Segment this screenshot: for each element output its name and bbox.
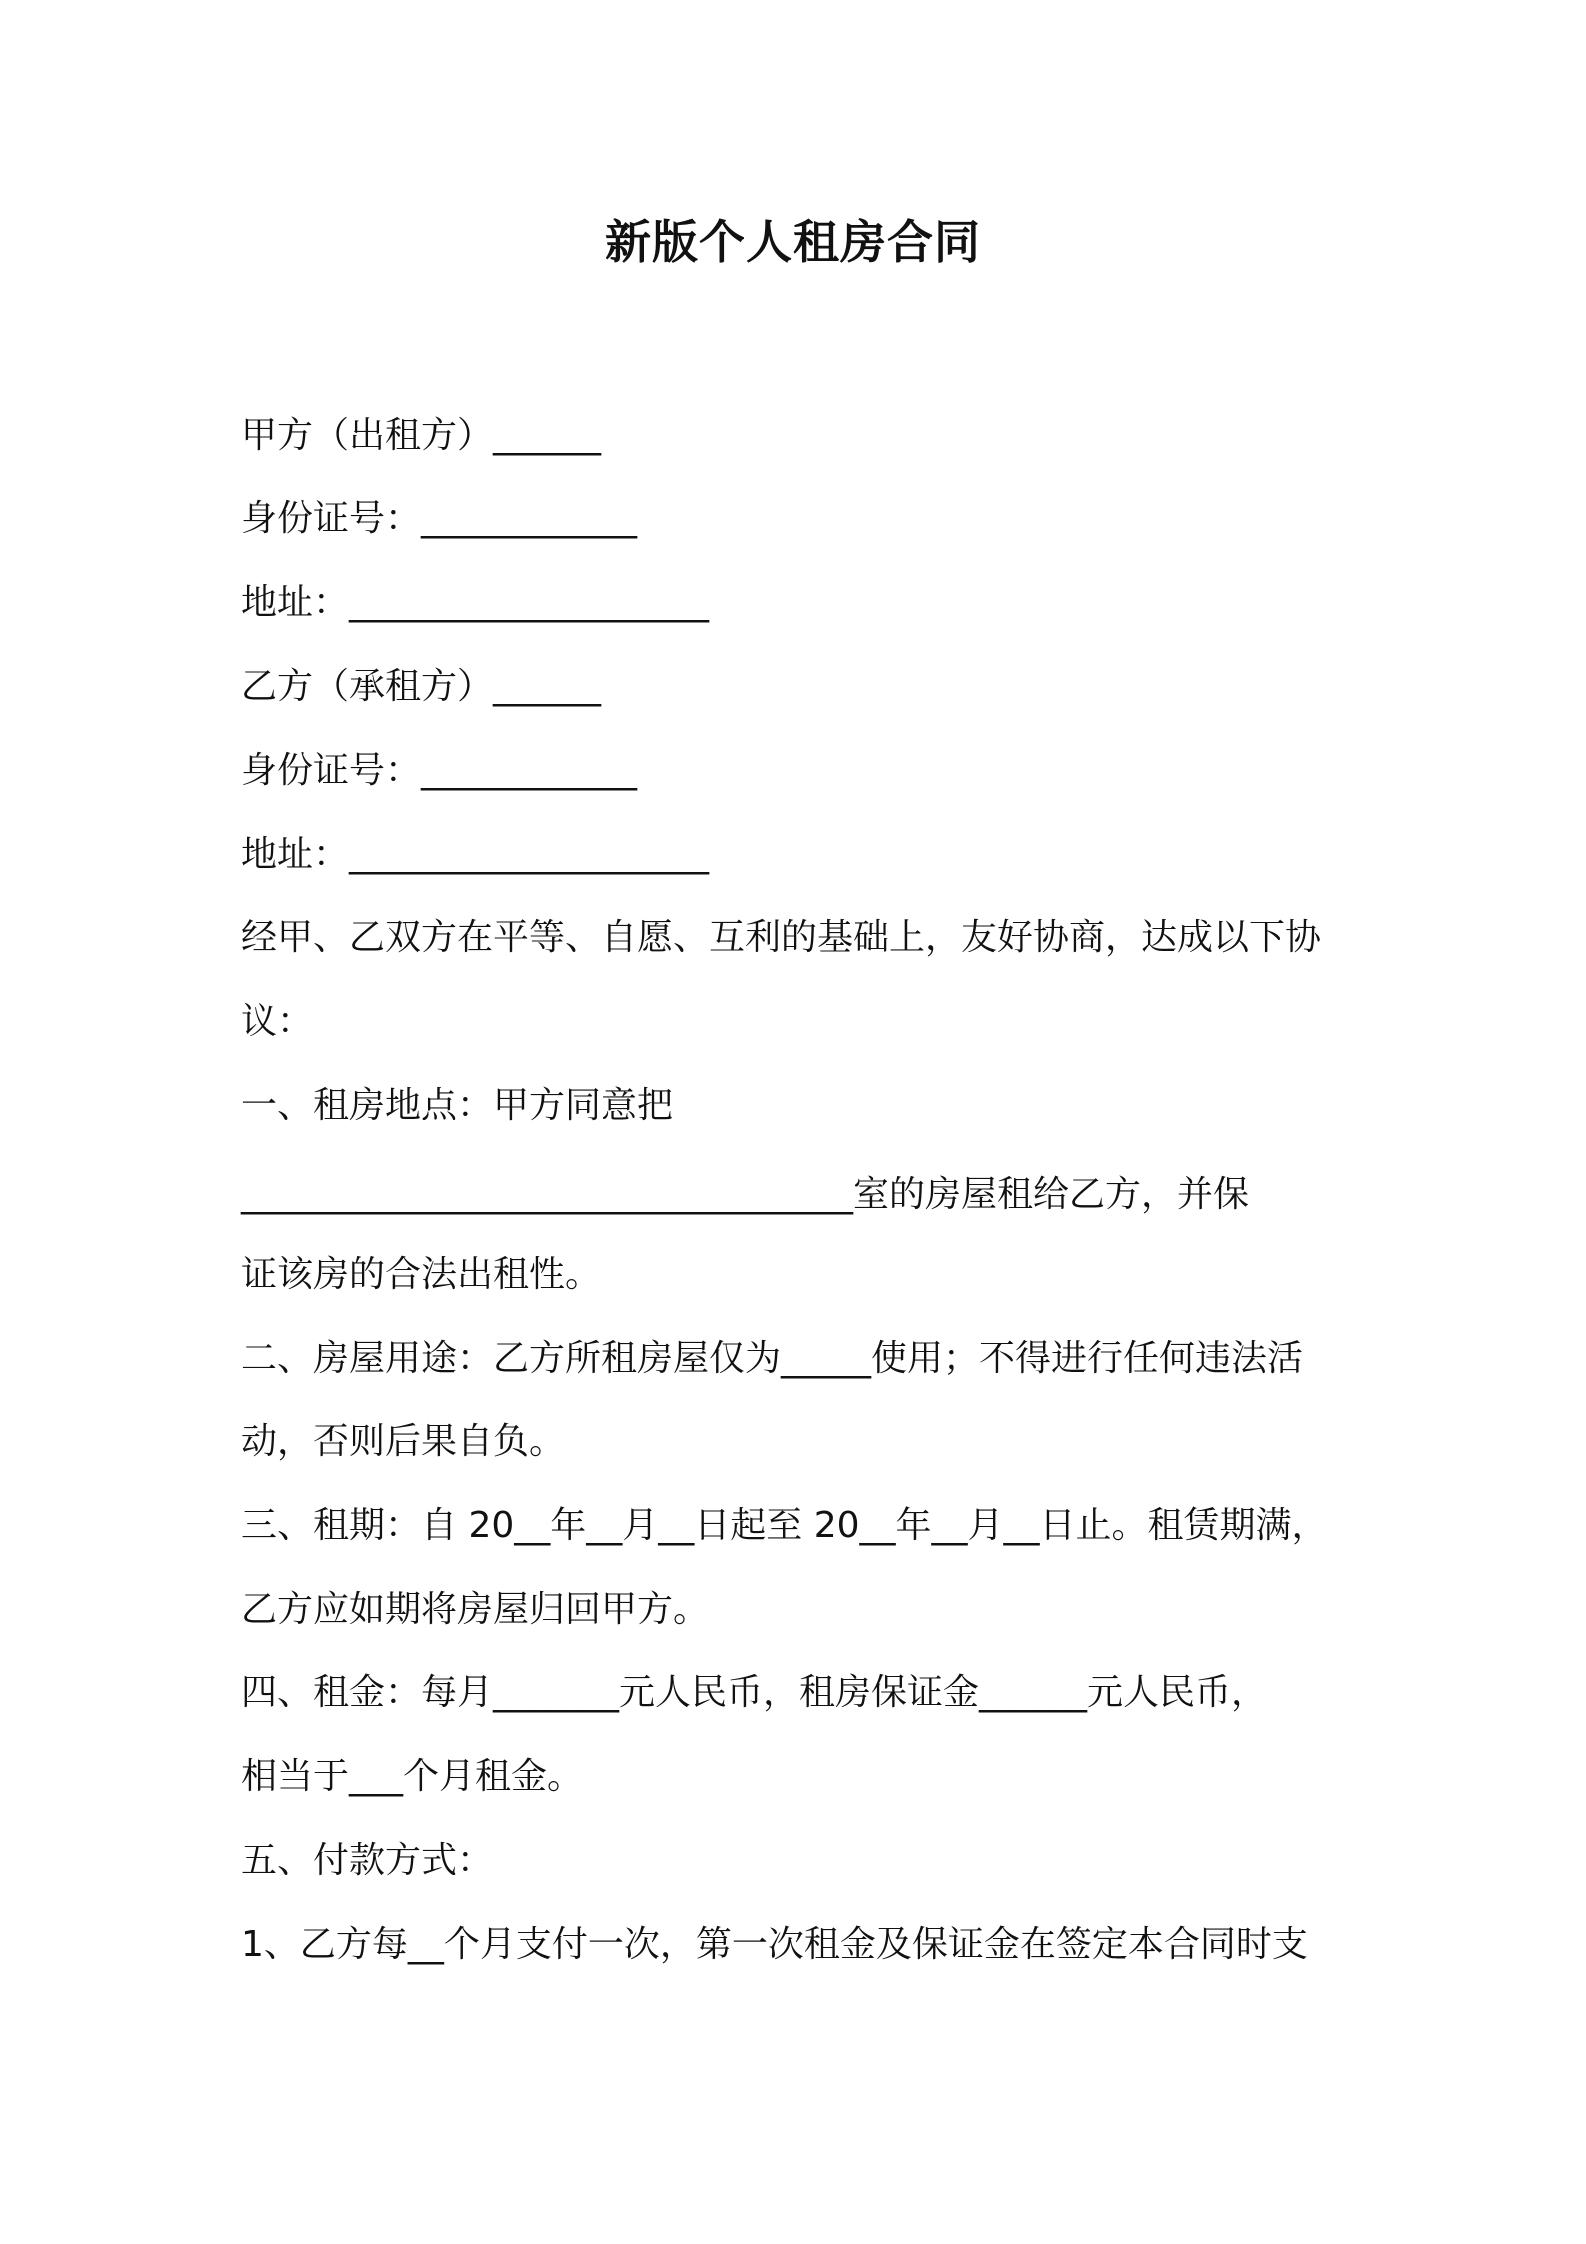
agreement-intro-line-cont: 议： — [241, 1001, 314, 1042]
clause-4-line-cont: 相当于___个月租金。 — [241, 1756, 584, 1797]
clause-4-line: 四、租金：每月_______元人民币，租房保证金______元人民币， — [241, 1672, 1268, 1713]
clause-5-item-1-line: 1、乙方每__个月支付一次，第一次租金及保证金在签定本合同时支 — [241, 1924, 1308, 1965]
document-title: 新版个人租房合同 — [605, 215, 981, 269]
clause-2-line-cont: 动，否则后果自负。 — [241, 1421, 566, 1462]
agreement-intro-line: 经甲、乙双方在平等、自愿、互利的基础上，友好协商，达成以下协 — [241, 917, 1322, 958]
clause-3-line-cont: 乙方应如期将房屋归回甲方。 — [241, 1589, 710, 1630]
clause-5-line: 五、付款方式： — [241, 1840, 494, 1881]
clause-2-line: 二、房屋用途：乙方所租房屋仅为_____使用；不得进行任何违法活 — [241, 1338, 1304, 1379]
clause-1-line-end: 证该房的合法出租性。 — [241, 1254, 602, 1295]
clause-1-line: 一、租房地点：甲方同意把 — [241, 1085, 674, 1126]
party-a-address-line: 地址：____________________ — [241, 582, 710, 623]
party-b-line: 乙方（承租方）______ — [241, 666, 602, 707]
clause-1-line-cont: __________________________________室的房屋租给乙方，并保 — [241, 1174, 1250, 1215]
party-b-address-line: 地址：____________________ — [241, 834, 710, 875]
party-a-line: 甲方（出租方）______ — [241, 415, 602, 456]
clause-3-line: 三、租期：自 20__年__月__日起至 20__年__月__日止。租赁期满， — [241, 1505, 1328, 1546]
party-a-id-line: 身份证号：____________ — [241, 498, 638, 539]
party-b-id-line: 身份证号：____________ — [241, 750, 638, 791]
